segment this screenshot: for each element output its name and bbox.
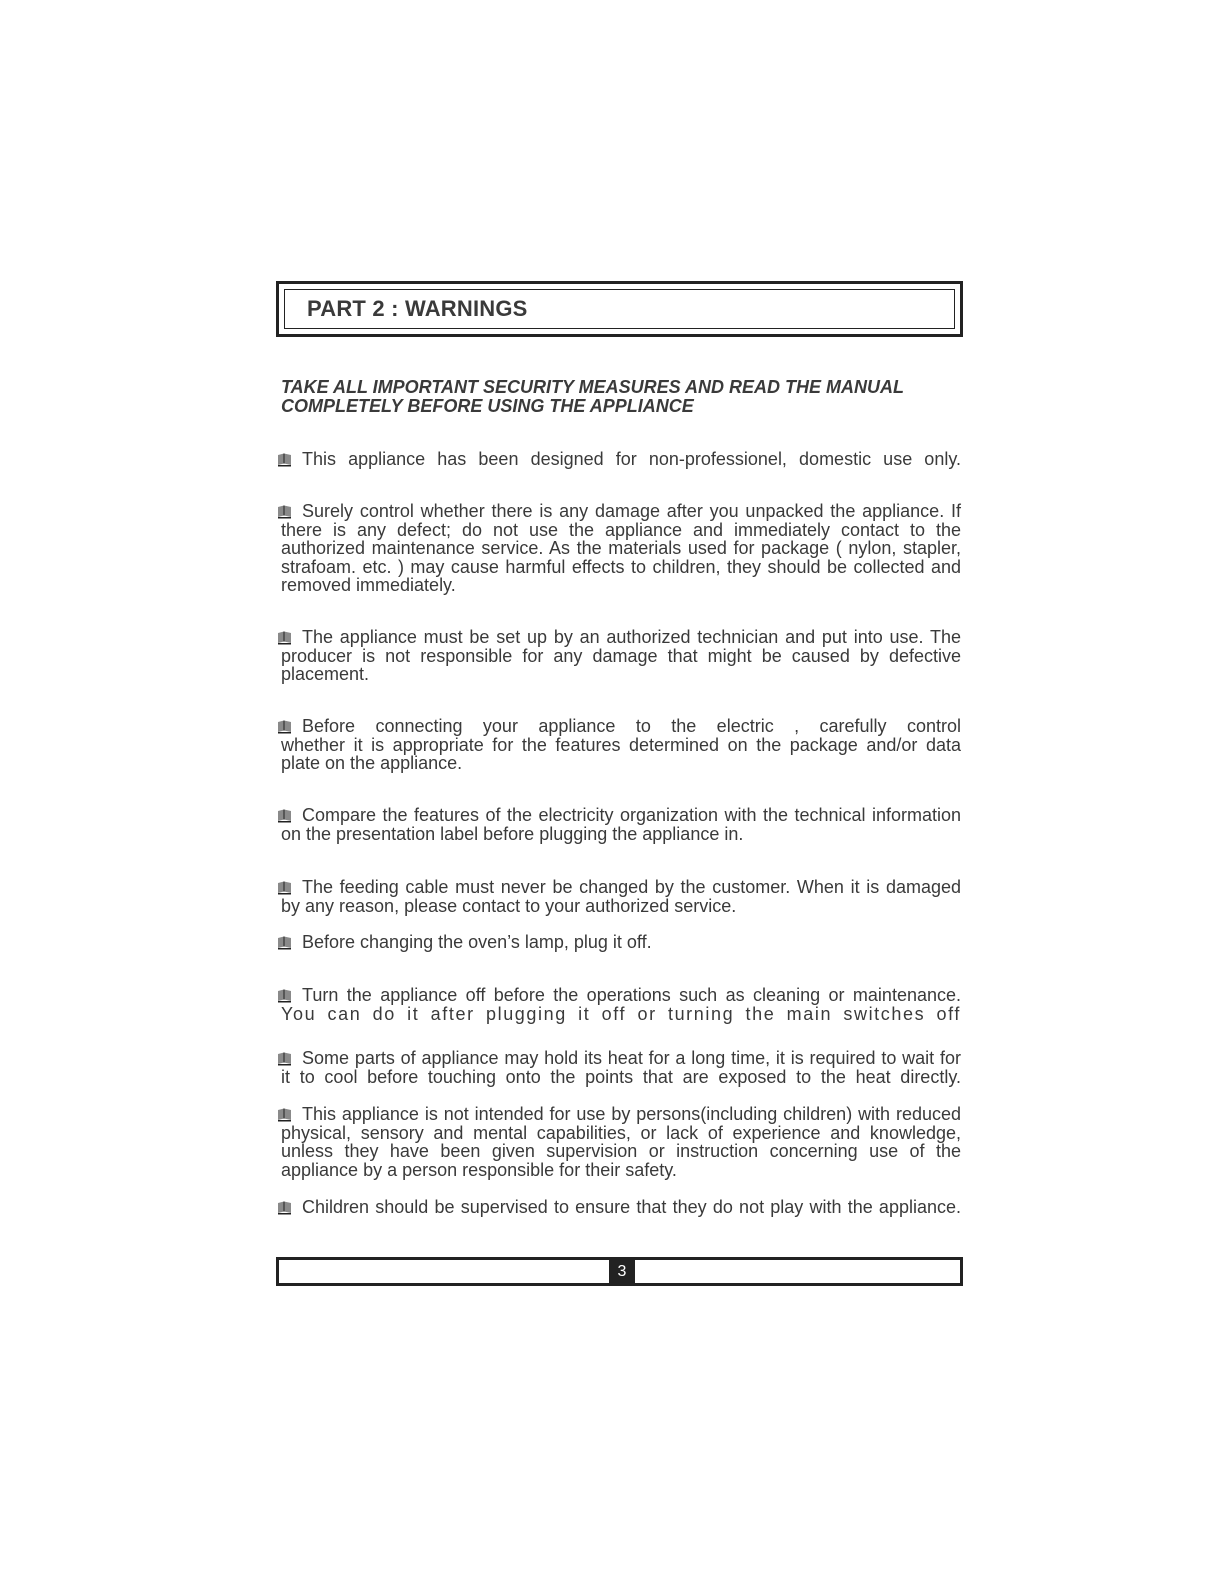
warning-item-reduced-capabilities: [281, 1105, 961, 1179]
warning-text: Surely control whether there is any damage after you unpacked the appliance. If there is any defect; do not use the appliance and immediately contact to the authorized maintenance service. As the materials used for package ( nylon, stapler, strafoam. etc. ) may cause harmful effects to children, they should be collected and removed immediately.: [281, 501, 961, 595]
warning-text: Some parts of appliance may hold its heat for a long time, it is required to wait for it to cool before touching onto the points that are exposed to the heat directly.: [281, 1048, 961, 1087]
warning-text-continued: You can do it after plugging it off or turning the main switches off: [281, 1003, 961, 1024]
book-icon: [277, 881, 292, 895]
warning-text: Children should be supervised to ensure that they do not play with the appliance.: [302, 1197, 961, 1217]
book-icon: [277, 809, 292, 823]
warning-text: The feeding cable must never be changed by the customer. When it is damaged by any reason, please contact to your authorized service.: [281, 877, 961, 916]
warning-item-electric-connection: [281, 717, 961, 773]
book-icon: [277, 1201, 292, 1215]
warning-item-damage-check: [281, 502, 961, 595]
warning-text-continued: whether it is appropriate for the features determined on the package and/or data plate on the appliance.: [281, 734, 961, 773]
section-header-inner: [284, 289, 955, 329]
warning-text: This appliance has been designed for non-professionel, domestic use only.: [302, 449, 961, 469]
book-icon: [277, 936, 292, 950]
warning-item-children-supervision: [281, 1198, 961, 1217]
warning-text: Turn the appliance off before the operations such as cleaning or maintenance.: [302, 985, 961, 1005]
warning-item-compare-features: [281, 806, 961, 843]
book-icon: [277, 453, 292, 467]
book-icon: [277, 720, 292, 734]
book-icon: [277, 1108, 292, 1122]
intro-line-1: TAKE ALL IMPORTANT SECURITY MEASURES AND READ THE MANUAL: [281, 377, 905, 397]
warning-text: Compare the features of the electricity organization with the technical information on the presentation label before plugging the appliance in.: [281, 805, 961, 844]
warning-item-oven-lamp: [281, 933, 961, 952]
book-icon: [277, 989, 292, 1003]
warning-text: This appliance is not intended for use by persons(including children) with reduced physical, sensory and mental capabilities, or lack of experience and knowledge, unless they have been given supervision or instruction concerning use of the appliance by a person responsible for their safety.: [281, 1104, 961, 1180]
page-footer: [276, 1257, 963, 1286]
warning-item-feeding-cable: [281, 878, 961, 915]
warning-text: The appliance must be set up by an authorized technician and put into use. The producer is not responsible for any damage that might be caused by defective placement.: [281, 627, 961, 684]
book-icon: [277, 1052, 292, 1066]
intro-line-2: COMPLETELY BEFORE USING THE APPLIANCE: [281, 396, 694, 416]
warning-item-hold-heat: [281, 1049, 961, 1086]
warning-text: Before changing the oven’s lamp, plug it off.: [302, 932, 652, 952]
page-title: PART 2 : WARNINGS: [307, 296, 528, 321]
page-number: 3: [609, 1257, 635, 1286]
warning-item-domestic-use: [281, 450, 961, 469]
warning-item-technician-setup: [281, 628, 961, 684]
warning-text: Before connecting your appliance to the electric , carefully control: [302, 716, 961, 736]
book-icon: [277, 505, 292, 519]
warning-item-turn-off: [281, 986, 961, 1023]
book-icon: [277, 631, 292, 645]
section-header: [276, 281, 963, 337]
intro-notice: [281, 378, 961, 416]
